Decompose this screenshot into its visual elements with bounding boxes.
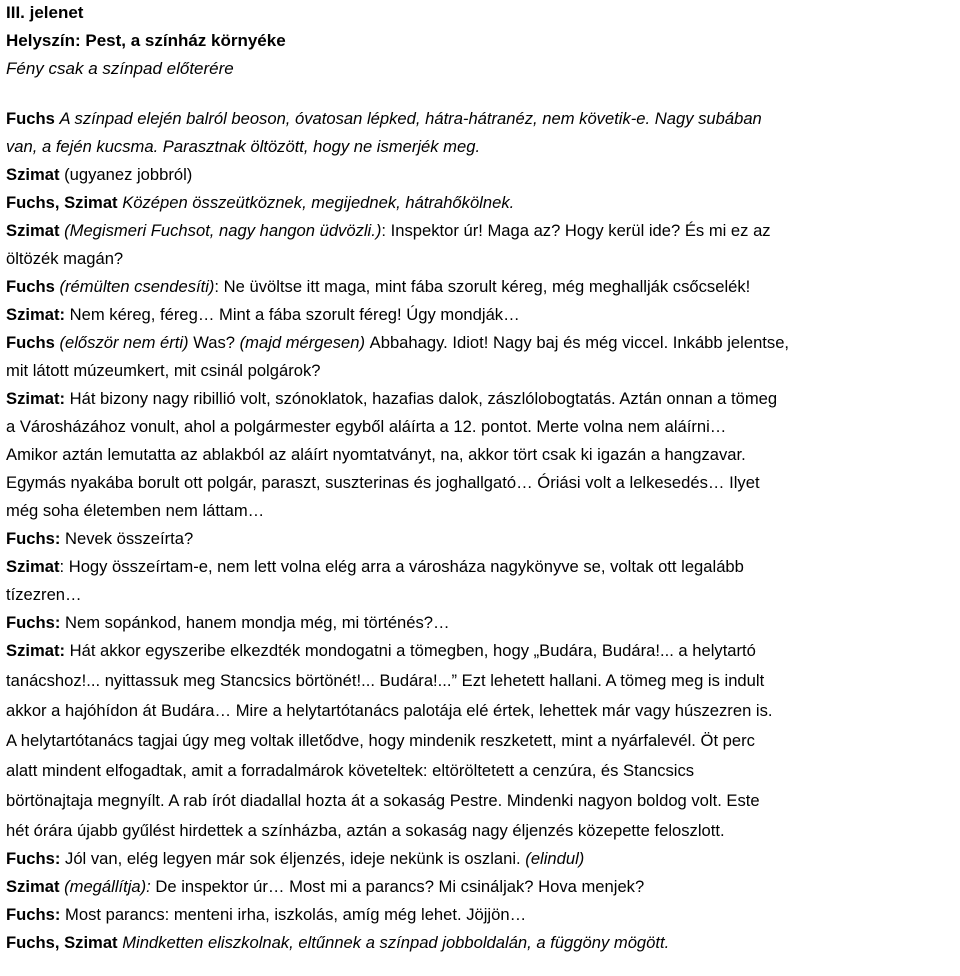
speaker-name: Fuchs, Szimat: [6, 933, 123, 952]
script-line: [6, 821, 725, 841]
script-line: [6, 731, 755, 751]
script-line: [6, 761, 694, 781]
lighting-note: Fény csak a színpad előterére: [6, 59, 234, 78]
script-line: [6, 165, 192, 185]
dialogue-text: Nem kéreg, féreg… Mint a fába szorult féreg! Úgy mondják…: [69, 305, 520, 324]
dialogue-text: mit látott múzeumkert, mit csinál polgárok?: [6, 361, 321, 380]
stage-direction: (rémülten csendesíti): [59, 277, 215, 296]
speaker-name: Fuchs:: [6, 905, 66, 924]
speaker-name: Szimat: [6, 221, 65, 240]
script-line: [6, 877, 644, 897]
dialogue-text: (ugyanez jobbról): [64, 165, 193, 184]
speaker-name: Fuchs: [6, 277, 60, 296]
dialogue-text: A helytartótanács tagjai úgy meg voltak illetődve, hogy mindenik reszketett, mint a nyárfalevél. Öt perc: [6, 731, 755, 750]
stage-direction: Középen összeütköznek, megijednek, hátrahőkölnek.: [122, 193, 515, 212]
script-line: [6, 701, 773, 721]
dialogue-text: : Hogy összeírtam-e, nem lett volna elég arra a városháza nagykönyve se, voltak ott legalább: [59, 557, 744, 576]
stage-direction: (elindul): [525, 849, 585, 868]
dialogue-text: Was?: [193, 333, 240, 352]
script-line: [6, 557, 744, 577]
speaker-name: Szimat:: [6, 641, 70, 660]
script-line: [6, 333, 789, 353]
stage-direction: (Megismeri Fuchsot, nagy hangon üdvözli.): [64, 221, 382, 240]
location-heading: Helyszín: Pest, a színház környéke: [6, 31, 286, 50]
dialogue-text: öltözék magán?: [6, 249, 124, 268]
script-line: [6, 249, 123, 269]
speaker-name: Fuchs, Szimat: [6, 193, 123, 212]
script-line: [6, 905, 526, 925]
dialogue-text: De inspektor úr… Most mi a parancs? Mi csináljak? Hova menjek?: [155, 877, 645, 896]
dialogue-text: Hát bizony nagy ribillió volt, szónoklatok, hazafias dalok, zászlólobogtatás. Aztán onnan a tömeg: [69, 389, 778, 408]
script-line: [6, 221, 771, 241]
script-line: [6, 671, 764, 691]
dialogue-text: : Inspektor úr! Maga az? Hogy kerül ide? És mi ez az: [381, 221, 771, 240]
dialogue-text: Amikor aztán lemutatta az ablakból az aláírt nyomtatványt, na, akkor tört csak ki igazán a hangzavar.: [6, 445, 746, 464]
dialogue-text: Hát akkor egyszeribe elkezdték mondogatni a tömegben, hogy „Budára, Budára!... a helytartó: [69, 641, 756, 660]
dialogue-text: a Városházához vonult, ahol a polgármester egyből aláírta a 12. pontot. Merte volna nem aláírni…: [6, 417, 727, 436]
script-line: [6, 305, 520, 325]
script-line: [6, 193, 514, 213]
dialogue-text: Nem sopánkod, hanem mondja még, mi történés?…: [65, 613, 450, 632]
dialogue-text: tízezren…: [6, 585, 82, 604]
dialogue-text: alatt mindent elfogadtak, amit a forradalmárok követeltek: eltöröltetett a cenzúra, és Stancsics: [6, 761, 695, 780]
speaker-name: Szimat: [6, 877, 65, 896]
script-line: [6, 849, 584, 869]
dialogue-text: börtönajtaja megnyílt. A rab írót diadallal hozta át a sokaság Pestre. Mindenki nagyon boldog volt. Este: [6, 791, 760, 810]
speaker-name: Szimat: [6, 557, 60, 576]
script-line: [6, 137, 480, 157]
script-line: [6, 109, 762, 129]
dialogue-text: még soha életemben nem láttam…: [6, 501, 265, 520]
dialogue-text: Jól van, elég legyen már sok éljenzés, ideje nekünk is oszlani.: [65, 849, 526, 868]
script-line: [6, 613, 450, 633]
stage-direction: (először nem érti): [59, 333, 194, 352]
script-line: [6, 473, 760, 493]
script-line: [6, 417, 726, 437]
script-line: [6, 389, 777, 409]
dialogue-text: Abbahagy. Idiot! Nagy baj és még viccel. Inkább jelentse,: [369, 333, 790, 352]
speaker-name: Szimat:: [6, 389, 70, 408]
speaker-name: Fuchs:: [6, 529, 66, 548]
scene-heading: III. jelenet: [6, 3, 84, 22]
speaker-name: Fuchs: [6, 333, 60, 352]
speaker-name: Fuchs:: [6, 613, 66, 632]
script-line: [6, 529, 193, 549]
script-line: [6, 501, 264, 521]
script-line: [6, 585, 82, 605]
script-line: [6, 277, 750, 297]
dialogue-text: hét órára újabb gyűlést hirdettek a színházba, aztán a sokaság nagy éljenzés közepette feloszlott.: [6, 821, 725, 840]
speaker-name: Fuchs:: [6, 849, 66, 868]
stage-direction: van, a fején kucsma. Parasztnak öltözött, hogy ne ismerjék meg.: [6, 137, 481, 156]
dialogue-text: Nevek összeírta?: [65, 529, 194, 548]
dialogue-text: Most parancs: menteni irha, iszkolás, amíg még lehet. Jöjjön…: [65, 905, 527, 924]
speaker-name: Fuchs: [6, 109, 60, 128]
dialogue-text: tanácshoz!... nyittassuk meg Stancsics börtönét!... Budára!...” Ezt lehetett hallani. A tömeg meg is indult: [6, 671, 765, 690]
stage-direction: Mindketten eliszkolnak, eltűnnek a színpad jobboldalán, a függöny mögött.: [122, 933, 670, 952]
script-line: [6, 791, 760, 811]
dialogue-text: akkor a hajóhídon át Budára… Mire a helytartótanács palotája elé értek, lehettek már vagy húszezren is.: [6, 701, 773, 720]
dialogue-text: Egymás nyakába borult ott polgár, paraszt, suszterinas és joghallgató… Óriási volt a lelkesedés… Ilyet: [6, 473, 760, 492]
script-line: [6, 361, 320, 381]
stage-direction: A színpad elején balról beoson, óvatosan lépked, hátra-hátranéz, nem követik-e. Nagy subában: [59, 109, 762, 128]
script-line: [6, 641, 756, 661]
script-line: [6, 933, 669, 953]
speaker-name: Szimat: [6, 165, 65, 184]
stage-direction: (majd mérgesen): [239, 333, 370, 352]
dialogue-text: : Ne üvöltse itt maga, mint fába szorult kéreg, még meghallják csőcselék!: [214, 277, 751, 296]
speaker-name: Szimat:: [6, 305, 70, 324]
script-line: [6, 445, 746, 465]
stage-direction: (megállítja):: [64, 877, 156, 896]
